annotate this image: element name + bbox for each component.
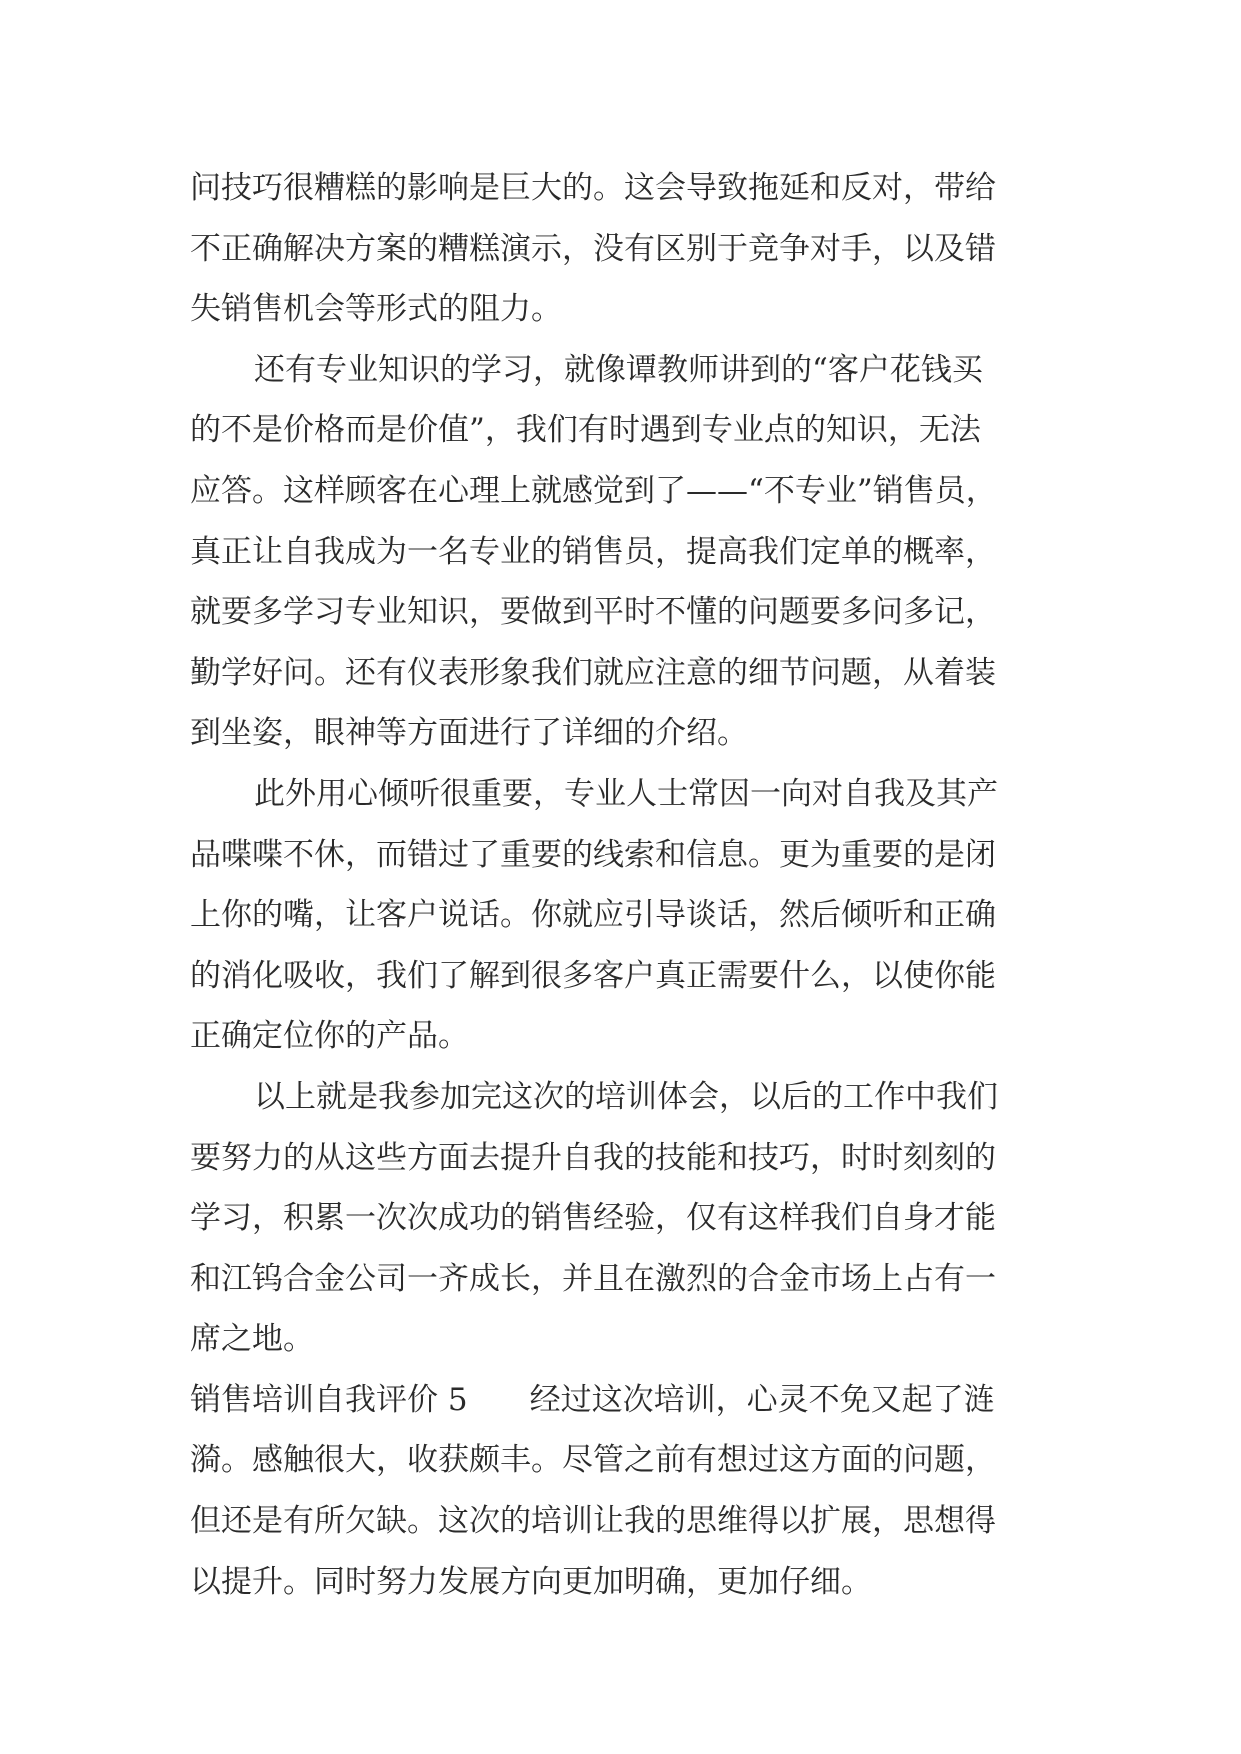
text-line: 到坐姿，眼神等方面进行了详细的介绍。 (190, 715, 748, 752)
text-line: 勤学好问。还有仪表形象我们就应注意的细节问题，从着装 (190, 654, 996, 691)
text-line: 品喋喋不休，而错过了重要的线索和信息。更为重要的是闭 (190, 836, 996, 873)
text-line: 问技巧很糟糕的影响是巨大的。这会导致拖延和反对，带给 (190, 170, 996, 206)
text-line: 此外用心倾听很重要，专业人士常因一向对自我及其产 (254, 775, 998, 812)
text-line: 还有专业知识的学习，就像谭教师讲到的“客户花钱买 (254, 351, 983, 388)
paragraph-4 (190, 1067, 1058, 1370)
text-line: 漪。感触很大，收获颇丰。尽管之前有想过这方面的问题， (190, 1442, 996, 1479)
text-line: 失销售机会等形式的阻力。 (190, 291, 562, 328)
text-line: 上你的嘴，让客户说话。你就应引导谈话，然后倾听和正确 (190, 897, 996, 934)
section-heading: 销售培训自我评价 5 (190, 1381, 468, 1418)
text-line: 和江钨合金公司一齐成长，并且在激烈的合金市场上占有一 (190, 1260, 996, 1297)
text-line: 以上就是我参加完这次的培训体会，以后的工作中我们 (254, 1078, 998, 1115)
paragraph-3 (190, 764, 1058, 1067)
text-line: 席之地。 (190, 1321, 314, 1358)
text-line: 要努力的从这些方面去提升自我的技能和技巧，时时刻刻的 (190, 1139, 996, 1176)
text-line: 就要多学习专业知识，要做到平时不懂的问题要多问多记， (190, 594, 996, 631)
section-first-line (190, 1370, 1058, 1431)
text-line: 以提升。同时努力发展方向更加明确，更加仔细。 (190, 1563, 872, 1600)
text-line: 真正让自我成为一名专业的销售员，提高我们定单的概率， (190, 533, 996, 570)
section-block (190, 1370, 1058, 1612)
text-span: 经过这次培训，心灵不免又起了涟 (529, 1381, 995, 1418)
paragraph-2 (190, 340, 1058, 764)
text-line: 的不是价格而是价值”，我们有时遇到专业点的知识，无法 (190, 412, 981, 449)
text-line: 正确定位你的产品。 (190, 1018, 469, 1055)
paragraph-1 (190, 158, 1058, 340)
text-line: 应答。这样顾客在心理上就感觉到了——“不专业”销售员， (190, 472, 997, 509)
text-line: 但还是有所欠缺。这次的培训让我的思维得以扩展，思想得 (190, 1503, 996, 1540)
text-line: 学习，积累一次次成功的销售经验，仅有这样我们自身才能 (190, 1200, 996, 1237)
text-line: 不正确解决方案的糟糕演示，没有区别于竞争对手，以及错 (190, 230, 996, 267)
document-body (190, 158, 1058, 1612)
text-line: 的消化吸收，我们了解到很多客户真正需要什么，以使你能 (190, 957, 996, 994)
